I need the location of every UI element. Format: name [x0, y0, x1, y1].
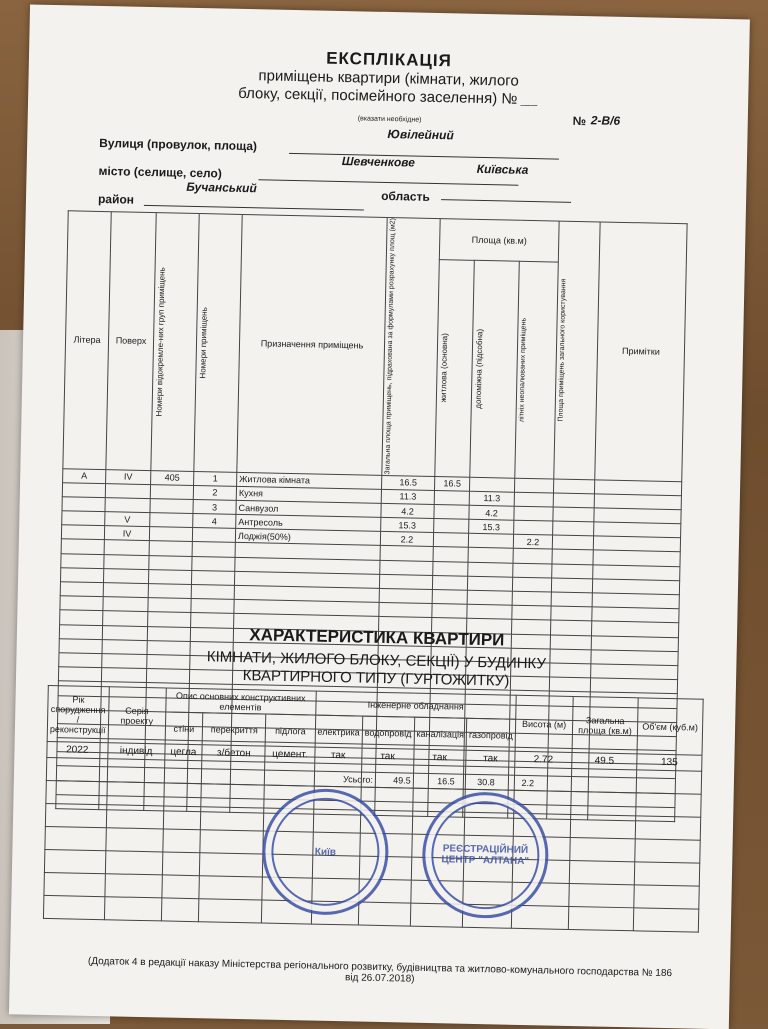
cell-group: 405: [151, 470, 194, 485]
table-cell: [569, 860, 634, 884]
table-cell: [45, 826, 106, 850]
col-group-numbers: Номери відокремле-них груп приміщень: [151, 213, 199, 471]
cell-water: так: [362, 748, 414, 765]
town-label: місто (селище, село): [98, 163, 222, 181]
table-cell: [634, 862, 699, 886]
street-underline: [289, 153, 559, 160]
table-cell: [551, 606, 592, 621]
cell-litera: [62, 497, 105, 512]
table-cell: [148, 569, 191, 584]
table-cell: [553, 521, 594, 536]
table-cell: [433, 561, 468, 576]
town-value: Шевченкове: [341, 154, 416, 170]
cell-sewer: так: [413, 749, 466, 766]
table-cell: [46, 757, 107, 781]
cell-room: 4: [193, 514, 236, 529]
cell-summer: [514, 506, 553, 521]
number-label: №: [572, 113, 587, 129]
table-cell: [512, 591, 551, 606]
total-living: 16.5: [428, 774, 463, 789]
col-sewer: каналізація: [414, 717, 467, 750]
table-cell: [60, 568, 103, 583]
table-cell: [61, 553, 104, 568]
table-cell: [200, 830, 264, 854]
table-cell: [44, 872, 105, 896]
table-cell: [162, 875, 200, 899]
cell-purpose: Лоджія(50%): [235, 529, 380, 546]
table-cell: [571, 768, 636, 792]
total-label: Усього:: [230, 770, 375, 787]
col-height: Висота (м): [515, 695, 573, 752]
table-cell: [513, 563, 552, 578]
district-label: район: [97, 191, 135, 207]
table-cell: [552, 535, 593, 550]
cell-walls: цегла: [164, 744, 202, 761]
official-stamp-right: РЕЄСТРАЦІЙНИЙ ЦЕНТР "АЛТАНА": [421, 791, 550, 920]
table-cell: [552, 550, 593, 565]
col-water: водопровід: [362, 716, 414, 749]
characteristics-table: [43, 685, 704, 933]
cell-poverkh: IV: [106, 469, 151, 484]
cell-gas: так: [466, 750, 515, 767]
cell-group: [150, 513, 193, 528]
cell-floors: цемент.: [265, 746, 314, 763]
table-cell: [635, 816, 700, 840]
table-cell: [379, 588, 432, 603]
col-series: Серія проекту: [108, 687, 166, 744]
cell-poverkh: V: [105, 512, 150, 527]
document-page: [9, 4, 750, 1029]
total-total: 49.5: [375, 773, 428, 788]
oblast-underline: [441, 199, 571, 203]
oblast-value: Київська: [476, 161, 529, 177]
table-cell: [468, 548, 513, 563]
table-cell: [635, 839, 700, 863]
table-cell: [148, 598, 191, 613]
characteristics-subtitle-2: КВАРТИРНОГО ТИПУ (ГУРТОЖИТКУ): [242, 667, 510, 690]
table-cell: [163, 783, 201, 807]
table-cell: [164, 760, 202, 784]
characteristics-subtitle-1: КІМНАТИ, ЖИЛОГО БЛОКУ, СЕКЦІЇ) У БУДИНКУ: [206, 648, 547, 673]
table-cell: [361, 764, 413, 788]
table-cell: [107, 759, 164, 783]
table-cell: [202, 761, 266, 785]
cell-purpose: Кухня: [236, 486, 381, 503]
col-poverkh: Поверх: [106, 212, 156, 470]
table-cell: [571, 791, 636, 815]
table-cell: [104, 540, 149, 555]
cell-poverkh: IV: [104, 526, 149, 541]
table-cell: [553, 479, 594, 494]
col-gas: газопровід: [466, 718, 516, 751]
table-cell: [512, 577, 551, 592]
table-cell: [465, 766, 514, 790]
cell-living: 16.5: [434, 476, 469, 491]
col-ceilings: перекриття: [202, 713, 266, 746]
document-title: ЕКСПЛІКАЦІЯ: [325, 48, 453, 71]
oblast-label: область: [381, 188, 430, 204]
table-cell: [553, 507, 594, 522]
table-cell: [569, 883, 634, 907]
cell-litera: [61, 525, 104, 540]
official-stamp-left: Київ: [261, 788, 390, 917]
table-cell: [163, 806, 201, 830]
table-cell: [106, 805, 163, 829]
col-volume: Об'єм (куб.м): [637, 698, 703, 755]
table-cell: [161, 898, 199, 922]
cell-aux: 15.3: [469, 519, 514, 534]
cell-height: 2.72: [515, 751, 572, 768]
table-cell: [551, 592, 592, 607]
table-cell: [633, 908, 698, 932]
table-cell: [60, 582, 103, 597]
table-cell: [636, 793, 701, 817]
table-cell: [634, 885, 699, 909]
cell-total: 4.2: [381, 503, 434, 518]
cell-room: [192, 528, 235, 543]
table-cell: [105, 874, 162, 898]
table-cell: [265, 762, 315, 786]
table-cell: [61, 539, 104, 554]
table-cell: [104, 897, 161, 921]
cell-aux: [469, 477, 514, 492]
table-cell: [192, 556, 235, 571]
cell-electric: так: [314, 747, 362, 764]
table-cell: [104, 554, 149, 569]
table-cell: [43, 895, 104, 919]
table-cell: [467, 576, 512, 591]
table-cell: [148, 584, 191, 599]
cell-summer: 2.2: [513, 534, 552, 549]
cell-year: 2022: [47, 741, 108, 758]
table-cell: [192, 542, 235, 557]
table-cell: [511, 905, 568, 929]
table-cell: [199, 899, 263, 923]
col-electric: електрика: [315, 715, 363, 748]
col-room-numbers: Номери приміщень: [194, 214, 242, 472]
table-cell: [106, 828, 163, 852]
cell-aux: [468, 534, 513, 549]
table-cell: [514, 767, 571, 791]
number-value: 2-В/6: [590, 113, 621, 128]
cell-purpose: Антресоль: [236, 514, 381, 531]
table-cell: [467, 604, 512, 619]
col-summer: літніх неопалюваних приміщень: [515, 261, 559, 478]
cell-total: 2.2: [380, 532, 433, 547]
street-hint: (вказати необхідне): [357, 115, 422, 124]
table-cell: [432, 590, 467, 605]
cell-summer: [514, 492, 553, 507]
cell-total: 16.5: [382, 475, 435, 490]
cell-poverkh: [105, 498, 150, 513]
street-value: Ювілейний: [387, 126, 454, 143]
table-cell: [191, 570, 234, 585]
table-cell: [432, 604, 467, 619]
table-cell: [200, 853, 264, 877]
characteristics-title: ХАРАКТЕРИСТИКА КВАРТИРИ: [249, 625, 505, 650]
table-cell: [103, 583, 148, 598]
col-living: житлова (основна): [435, 260, 475, 477]
table-cell: [379, 574, 432, 589]
cell-summer: [514, 478, 553, 493]
cell-series: індивід: [107, 743, 164, 760]
cell-room: 3: [193, 499, 236, 514]
total-aux: 30.8: [463, 775, 508, 790]
table-cell: [46, 780, 107, 804]
street-label: Вулиця (провулок, площа): [99, 135, 258, 154]
table-cell: [45, 803, 106, 827]
cell-ceilings: з/бетон: [202, 745, 265, 762]
table-cell: [149, 555, 192, 570]
table-cell: [512, 605, 551, 620]
cell-aux: 11.3: [469, 491, 514, 506]
table-cell: [513, 549, 552, 564]
cell-total: 11.3: [381, 489, 434, 504]
table-cell: [201, 807, 265, 831]
total-summer: 2.2: [508, 776, 547, 791]
table-cell: [553, 493, 594, 508]
cell-room: 2: [193, 485, 236, 500]
cell-room: 1: [194, 471, 237, 486]
table-cell: [60, 596, 103, 611]
col-floors: підлога: [266, 714, 316, 747]
table-cell: [358, 902, 410, 926]
cell-purpose: Санвузол: [236, 500, 381, 517]
cell-summer: [514, 520, 553, 535]
cell-total-area: 49.5: [572, 752, 637, 769]
table-cell: [570, 837, 635, 861]
table-cell: [380, 546, 433, 561]
table-cell: [468, 562, 513, 577]
col-notes: Примітки: [595, 222, 687, 481]
table-cell: [105, 851, 162, 875]
table-cell: [191, 599, 234, 614]
cell-group: [149, 527, 192, 542]
title-line-2: приміщень квартири (кімнати, жилого: [258, 67, 519, 90]
cell-purpose: Житлова кімната: [237, 472, 382, 489]
col-total-area: Загальна площа приміщень, підрахована за формулами розрахунку площ (м2): [382, 217, 440, 476]
cell-total: 15.3: [381, 518, 434, 533]
table-cell: [380, 560, 433, 575]
col-common-area: Площа приміщень загального користування: [554, 221, 600, 479]
col-total-area-char: Загальна площа (кв.м): [572, 696, 638, 753]
engineering-header: Інженерне обладнання: [315, 691, 516, 719]
elements-header: Опис основних конструктивних елементів: [165, 688, 315, 715]
table-cell: [379, 603, 432, 618]
table-cell: [149, 541, 192, 556]
col-auxiliary: допоміжна (підсобна): [470, 260, 520, 477]
table-cell: [432, 575, 467, 590]
cell-litera: A: [63, 468, 106, 483]
table-cell: [162, 852, 200, 876]
cell-volume: 135: [637, 754, 702, 771]
district-value: Бучанський: [186, 179, 257, 196]
table-cell: [191, 585, 234, 600]
cell-living: [433, 533, 468, 548]
table-cell: [413, 765, 466, 789]
table-cell: [44, 849, 105, 873]
district-underline: [144, 205, 364, 211]
cell-litera: [62, 482, 105, 497]
table-cell: [433, 547, 468, 562]
col-walls: стіни: [165, 712, 203, 745]
table-cell: [314, 763, 362, 787]
col-year: Рік спорудження / реконструкції: [47, 685, 109, 742]
cell-poverkh: [105, 483, 150, 498]
table-cell: [636, 770, 701, 794]
cell-group: [150, 499, 193, 514]
table-cell: [103, 568, 148, 583]
table-cell: [106, 782, 163, 806]
town-underline: [258, 179, 518, 185]
table-cell: [551, 578, 592, 593]
col-litera: Літера: [63, 211, 111, 469]
table-cell: [163, 829, 201, 853]
cell-living: [434, 490, 469, 505]
cell-group: [150, 484, 193, 499]
title-line-3: блоку, секції, посімейного заселення) № __: [238, 84, 539, 109]
area-group-header: Площа (кв.м): [439, 219, 559, 263]
footnote: (Додаток 4 в редакції наказу Міністерства регіонального розвитку, будівництва та житлово-комунального господарства № 186 від 26.07.2018): [87, 955, 673, 985]
col-purpose: Призначення приміщень: [237, 214, 387, 475]
cell-litera: [62, 511, 105, 526]
table-cell: [568, 906, 633, 930]
cell-aux: 4.2: [469, 505, 514, 520]
table-cell: [201, 784, 265, 808]
cell-living: [434, 504, 469, 519]
cell-living: [434, 519, 469, 534]
table-cell: [199, 876, 263, 900]
table-cell: [570, 814, 635, 838]
table-cell: [103, 597, 148, 612]
table-cell: [467, 590, 512, 605]
table-cell: [552, 564, 593, 579]
